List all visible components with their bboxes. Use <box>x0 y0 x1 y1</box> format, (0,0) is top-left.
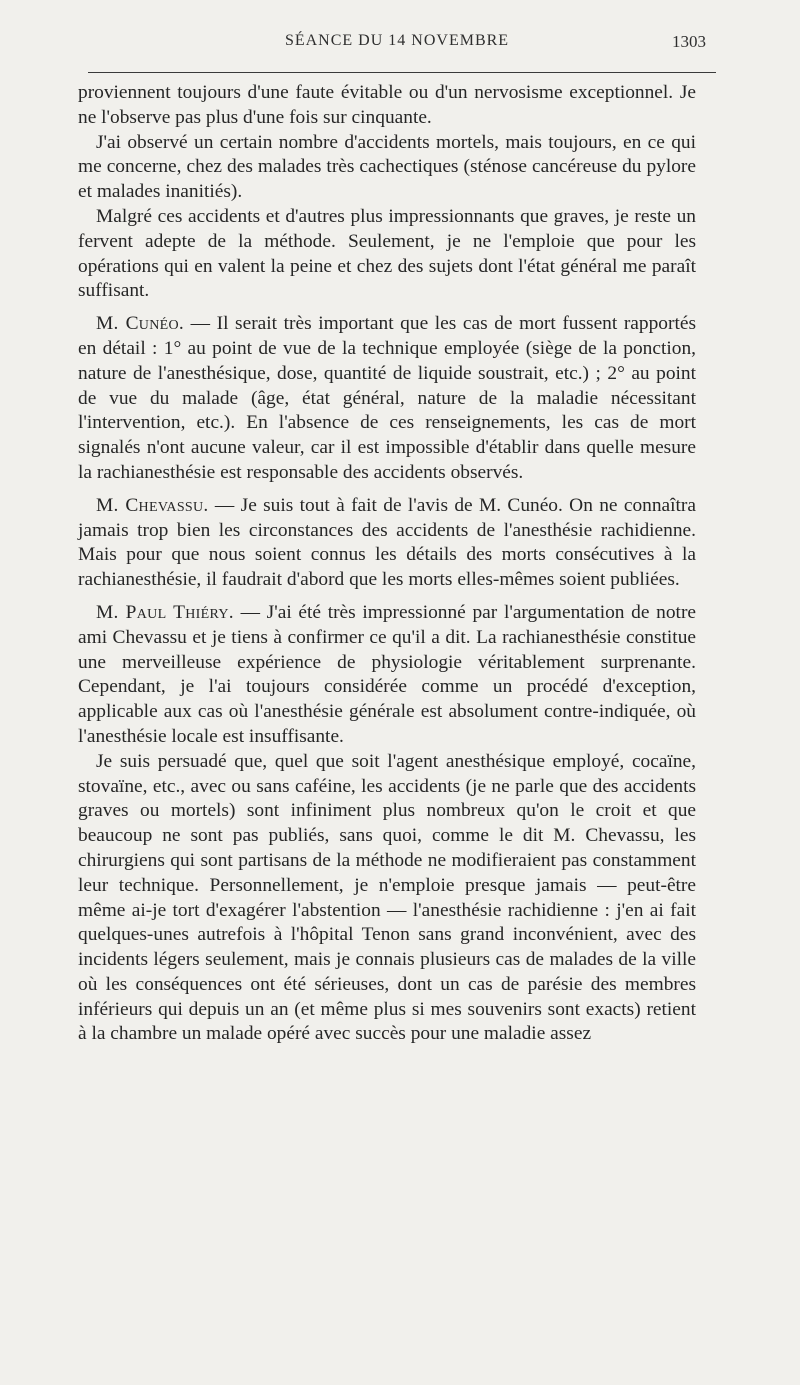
body-text <box>78 81 696 1047</box>
paragraph-4-cuneo <box>78 312 696 486</box>
paragraph-text: — Il serait très important que les cas de mort fussent rapportés en détail : 1° au point de vue de la technique employée (siège de la ponction, nature de l'anesthésique, dose, quantité de liquide soustrait, etc.) ; 2° au point de vue du malade (âge, état général, nature de la maladie nécessitant l'intervention, etc.). En l'absence de ces renseignements, les cas de mort signalés n'ont aucune valeur, car il est impossible d'établir dans quelle mesure la rachianesthésie est responsable des accidents observés. <box>78 313 696 483</box>
running-title: SÉANCE DU 14 NOVEMBRE <box>284 32 510 49</box>
paragraph-text: proviennent toujours d'une faute évitable ou d'un nervosisme exceptionnel. Je ne l'observe pas plus d'une fois sur cinquante. <box>78 82 696 128</box>
page-number: 1303 <box>672 32 706 51</box>
paragraph-text: — J'ai été très impressionné par l'argumentation de notre ami Chevassu et je tiens à confirmer ce qu'il a dit. La rachianesthésie constitue une merveilleuse expérience de physiologie véritablement surprenante. Cependant, je l'ai toujours considérée comme un procédé d'exception, applicable aux cas où l'anesthésie générale est absolument contre-indiquée, où l'anesthésie locale est insuffisante. <box>78 601 697 747</box>
paragraph-5-chevassu <box>78 494 696 593</box>
paragraph-6-thiery <box>78 601 696 750</box>
paragraph-text: Malgré ces accidents et d'autres plus impressionnants que graves, je reste un fervent adepte de la méthode. Seulement, je ne l'emploie que pour les opérations qui en valent la peine et chez des sujets dont l'état général me paraît suffisant. <box>78 205 696 302</box>
paragraph-text: Je suis persuadé que, quel que soit l'agent anesthésique employé, cocaïne, stovaïne, etc., avec ou sans caféine, les accidents (je ne parle que des accidents graves ou mortels) sont infiniment plus nombreux qu'on le croit et que beaucoup ne sont pas publiés, sans quoi, comme le dit M. Chevassu, les chirurgiens qui sont partisans de la méthode ne modifieraient pas constamment leur technique. Personnellement, je n'emploie presque jamais — peut-être même ai-je tort d'exagérer l'abstention — l'anesthésie rachidienne : j'en ai fait quelques-unes autrefois à l'hôpital Tenon sans grand inconvénient, avec des incidents légers seulement, mais je connais plusieurs cas de malades de la ville où les conséquences ont été sérieuses, dont un cas de parésie des membres inférieurs qui depuis un an (et même plus si mes souvenirs sont exacts) retient à la chambre un malade opéré avec succès pour une maladie assez <box>78 750 696 1045</box>
paragraph-7 <box>78 750 696 1048</box>
paragraph-2 <box>78 131 696 205</box>
running-header <box>82 28 712 60</box>
paragraph-1 <box>78 81 696 131</box>
paragraph-text: J'ai observé un certain nombre d'accidents mortels, mais toujours, en ce qui me concerne, chez des malades très cachectiques (sténose cancéreuse du pylore et malades inanitiés). <box>78 131 696 203</box>
header-rule <box>88 72 716 73</box>
speaker-name: M. Paul Thiéry. <box>96 601 234 623</box>
speaker-name: M. Chevassu. <box>96 494 209 516</box>
speaker-name: M. Cunéo. <box>96 313 185 335</box>
paragraph-text: — Je suis tout à fait de l'avis de M. Cunéo. On ne connaîtra jamais trop bien les circonstances des accidents de l'anesthésie rachidienne. Mais pour que nous soient connus les détails des morts consécutives à la rachianesthésie, il faudrait d'abord que les morts elles-mêmes soient publiées. <box>78 494 696 591</box>
paragraph-3 <box>78 205 696 304</box>
